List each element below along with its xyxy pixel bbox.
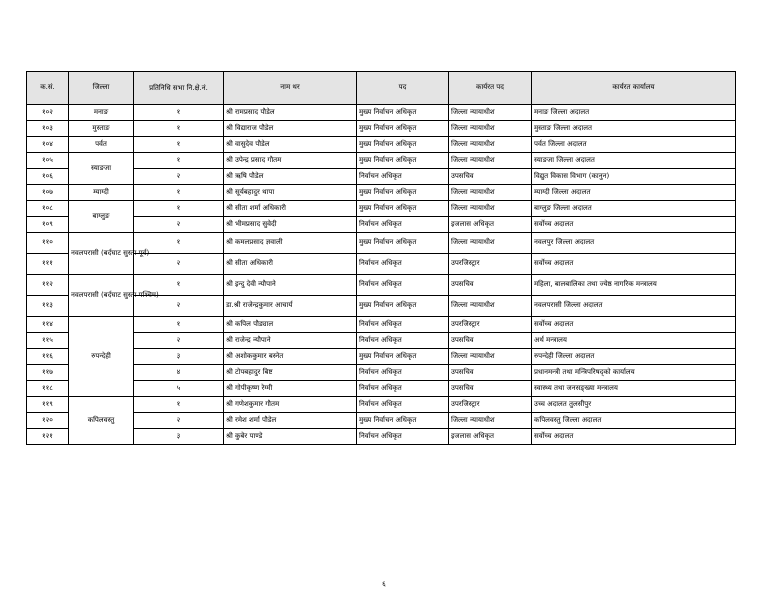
cell-district: नवलपरासी (बर्दघाट सुस्ता पूर्व)	[69, 233, 134, 275]
page-number: ६	[382, 580, 386, 588]
cell-district: नवलपरासी (बर्दघाट सुस्ता पश्चिम)	[69, 275, 134, 317]
cell-serial-number: १०६	[27, 169, 69, 185]
cell-post: मुख्य निर्वाचन अधिकृत	[357, 105, 449, 121]
cell-serial-number: ११७	[27, 365, 69, 381]
cell-serial-number: ११२	[27, 275, 69, 296]
cell-working-post: जिल्ला न्यायाधीश	[449, 185, 532, 201]
cell-name: श्री कुबेर पाण्डे	[224, 429, 357, 445]
table-row	[27, 185, 736, 201]
cell-name: श्री सूर्यबहादुर थापा	[224, 185, 357, 201]
cell-name: डा.श्री राजेन्द्रकुमार आचार्य	[224, 296, 357, 317]
cell-post: निर्वाचन अधिकृत	[357, 317, 449, 333]
cell-working-office: अर्थ मन्त्रालय	[532, 333, 736, 349]
cell-working-office: रुपन्देही जिल्ला अदालत	[532, 349, 736, 365]
cell-constituency: २	[134, 333, 224, 349]
cell-working-post: इजलास अधिकृत	[449, 429, 532, 445]
cell-constituency: २	[134, 217, 224, 233]
cell-working-office: सर्वोच्च अदालत	[532, 429, 736, 445]
cell-working-post: उपरजिस्ट्रार	[449, 254, 532, 275]
cell-constituency: १	[134, 201, 224, 217]
table-row	[27, 317, 736, 333]
cell-name: श्री ऋषि पौडेल	[224, 169, 357, 185]
table-row	[27, 153, 736, 169]
cell-working-post: जिल्ला न्यायाधीश	[449, 153, 532, 169]
cell-working-office: सर्वोच्च अदालत	[532, 254, 736, 275]
cell-constituency: १	[134, 275, 224, 296]
table-row	[27, 217, 736, 233]
cell-name: श्री भीमप्रसाद सुवेदी	[224, 217, 357, 233]
cell-name: श्री रामप्रसाद पौडेल	[224, 105, 357, 121]
table-row	[27, 397, 736, 413]
cell-working-post: जिल्ला न्यायाधीश	[449, 413, 532, 429]
cell-working-post: उपसचिव	[449, 333, 532, 349]
cell-working-post: जिल्ला न्यायाधीश	[449, 121, 532, 137]
table-row	[27, 105, 736, 121]
cell-serial-number: १०९	[27, 217, 69, 233]
cell-post: मुख्य निर्वाचन अधिकृत	[357, 185, 449, 201]
cell-post: मुख्य निर्वाचन अधिकृत	[357, 296, 449, 317]
header-working-office: कार्यरत कार्यालय	[532, 72, 736, 105]
cell-working-office: महिला, बालबालिका तथा ज्येष्ठ नागरिक मन्त्रालय	[532, 275, 736, 296]
cell-post: मुख्य निर्वाचन अधिकृत	[357, 233, 449, 254]
cell-post: निर्वाचन अधिकृत	[357, 333, 449, 349]
cell-post: निर्वाचन अधिकृत	[357, 275, 449, 296]
table-body	[27, 105, 736, 445]
cell-serial-number: १०५	[27, 153, 69, 169]
cell-serial-number: १२०	[27, 413, 69, 429]
cell-name: श्री उपेन्द्र प्रसाद गौतम	[224, 153, 357, 169]
header-constituency: प्रतिनिधि सभा नि.क्षे.नं.	[134, 72, 224, 105]
cell-serial-number: ११४	[27, 317, 69, 333]
cell-name: श्री रमेश शर्मा पौडेल	[224, 413, 357, 429]
cell-constituency: २	[134, 413, 224, 429]
table-row	[27, 201, 736, 217]
cell-working-post: जिल्ला न्यायाधीश	[449, 349, 532, 365]
cell-working-post: उपसचिव	[449, 275, 532, 296]
cell-working-office: नवलपुर जिल्ला अदालत	[532, 233, 736, 254]
cell-post: निर्वाचन अधिकृत	[357, 397, 449, 413]
cell-name: श्री सीता अधिकारी	[224, 254, 357, 275]
cell-working-office: म्याग्दी जिल्ला अदालत	[532, 185, 736, 201]
cell-post: निर्वाचन अधिकृत	[357, 381, 449, 397]
cell-post: निर्वाचन अधिकृत	[357, 429, 449, 445]
cell-name: श्री कपिल पौड्याल	[224, 317, 357, 333]
cell-constituency: २	[134, 169, 224, 185]
cell-district: म्याग्दी	[69, 185, 134, 201]
cell-serial-number: १०७	[27, 185, 69, 201]
table-row	[27, 137, 736, 153]
cell-constituency: १	[134, 137, 224, 153]
cell-serial-number: १२१	[27, 429, 69, 445]
cell-working-post: जिल्ला न्यायाधीश	[449, 105, 532, 121]
table-row	[27, 365, 736, 381]
header-name: नाम थर	[224, 72, 357, 105]
cell-working-office: नवलपरासी जिल्ला अदालत	[532, 296, 736, 317]
cell-post: निर्वाचन अधिकृत	[357, 217, 449, 233]
cell-post: मुख्य निर्वाचन अधिकृत	[357, 153, 449, 169]
cell-working-office: बाग्लुङ जिल्ला अदालत	[532, 201, 736, 217]
cell-name: श्री अशोककुमार बस्नेत	[224, 349, 357, 365]
table-row	[27, 381, 736, 397]
cell-district: मनाङ	[69, 105, 134, 121]
cell-working-office: उच्च अदालत तुलसीपुर	[532, 397, 736, 413]
cell-working-post: इजलास अधिकृत	[449, 217, 532, 233]
cell-serial-number: ११३	[27, 296, 69, 317]
cell-working-office: सर्वोच्च अदालत	[532, 317, 736, 333]
table-row	[27, 275, 736, 296]
cell-post: निर्वाचन अधिकृत	[357, 365, 449, 381]
cell-constituency: ४	[134, 365, 224, 381]
cell-constituency: ५	[134, 381, 224, 397]
cell-serial-number: ११८	[27, 381, 69, 397]
cell-post: मुख्य निर्वाचन अधिकृत	[357, 413, 449, 429]
table-row	[27, 413, 736, 429]
header-working-post: कार्यरत पद	[449, 72, 532, 105]
cell-working-post: उपसचिव	[449, 381, 532, 397]
table-row	[27, 233, 736, 254]
table-header-row	[27, 72, 736, 105]
cell-working-office: स्याङजा जिल्ला अदालत	[532, 153, 736, 169]
cell-constituency: १	[134, 185, 224, 201]
table-row	[27, 169, 736, 185]
cell-constituency: १	[134, 105, 224, 121]
cell-serial-number: १०२	[27, 105, 69, 121]
table-row	[27, 333, 736, 349]
header-post: पद	[357, 72, 449, 105]
cell-working-office: सर्वोच्च अदालत	[532, 217, 736, 233]
cell-constituency: ३	[134, 349, 224, 365]
cell-post: निर्वाचन अधिकृत	[357, 254, 449, 275]
cell-constituency: १	[134, 121, 224, 137]
cell-serial-number: १०३	[27, 121, 69, 137]
cell-working-post: उपरजिस्ट्रार	[449, 397, 532, 413]
cell-working-post: जिल्ला न्यायाधीश	[449, 233, 532, 254]
cell-serial-number: ११६	[27, 349, 69, 365]
cell-serial-number: १११	[27, 254, 69, 275]
cell-district: बाग्लुङ	[69, 201, 134, 233]
header-serial-number: क.सं.	[27, 72, 69, 105]
cell-district: रुपन्देही	[69, 317, 134, 397]
header-district: जिल्ला	[69, 72, 134, 105]
cell-post: मुख्य निर्वाचन अधिकृत	[357, 137, 449, 153]
cell-serial-number: १०८	[27, 201, 69, 217]
cell-serial-number: ११५	[27, 333, 69, 349]
cell-post: मुख्य निर्वाचन अधिकृत	[357, 201, 449, 217]
cell-name: श्री गोपीकृष्ण रेग्मी	[224, 381, 357, 397]
cell-working-post: जिल्ला न्यायाधीश	[449, 296, 532, 317]
cell-constituency: १	[134, 233, 224, 254]
cell-constituency: १	[134, 153, 224, 169]
cell-serial-number: ११०	[27, 233, 69, 254]
cell-post: निर्वाचन अधिकृत	[357, 169, 449, 185]
cell-working-office: पर्वत जिल्ला अदालत	[532, 137, 736, 153]
cell-working-office: प्रधानमन्त्री तथा मन्त्रिपरिषद्को कार्यालय	[532, 365, 736, 381]
cell-district: कपिलवस्तु	[69, 397, 134, 445]
cell-serial-number: ११९	[27, 397, 69, 413]
cell-district: स्याङजा	[69, 153, 134, 185]
cell-constituency: २	[134, 254, 224, 275]
cell-working-office: विद्युत विकास विभाग (कानुन)	[532, 169, 736, 185]
cell-working-post: जिल्ला न्यायाधीश	[449, 137, 532, 153]
cell-post: मुख्य निर्वाचन अधिकृत	[357, 349, 449, 365]
cell-name: श्री गणेशकुमार गौतम	[224, 397, 357, 413]
cell-constituency: २	[134, 296, 224, 317]
cell-district: पर्वत	[69, 137, 134, 153]
officer-assignment-table	[26, 71, 736, 445]
cell-name: श्री कमलप्रसाद ज्ञवाली	[224, 233, 357, 254]
table-row	[27, 349, 736, 365]
cell-name: श्री इन्दु देवी न्यौपाने	[224, 275, 357, 296]
cell-name: श्री विद्याराज पौडेल	[224, 121, 357, 137]
cell-constituency: १	[134, 317, 224, 333]
cell-working-office: मुस्ताङ जिल्ला अदालत	[532, 121, 736, 137]
cell-constituency: १	[134, 397, 224, 413]
cell-working-post: उपसचिव	[449, 365, 532, 381]
cell-district: मुस्ताङ	[69, 121, 134, 137]
table-row	[27, 121, 736, 137]
cell-working-office: स्वास्थ्य तथा जनसङ्ख्या मन्त्रालय	[532, 381, 736, 397]
cell-name: श्री वासुदेव पौडेल	[224, 137, 357, 153]
cell-constituency: ३	[134, 429, 224, 445]
cell-working-office: मनाङ जिल्ला अदालत	[532, 105, 736, 121]
cell-name: श्री सीता शर्मा अधिकारी	[224, 201, 357, 217]
cell-working-post: उपसचिव	[449, 169, 532, 185]
cell-working-post: उपरजिस्ट्रार	[449, 317, 532, 333]
table-row	[27, 429, 736, 445]
cell-post: मुख्य निर्वाचन अधिकृत	[357, 121, 449, 137]
cell-working-office: कपिलवस्तु जिल्ला अदालत	[532, 413, 736, 429]
cell-name: श्री टोपबहादुर बिष्ट	[224, 365, 357, 381]
cell-working-post: जिल्ला न्यायाधीश	[449, 201, 532, 217]
cell-name: श्री राजेन्द्र न्यौपाने	[224, 333, 357, 349]
cell-serial-number: १०४	[27, 137, 69, 153]
